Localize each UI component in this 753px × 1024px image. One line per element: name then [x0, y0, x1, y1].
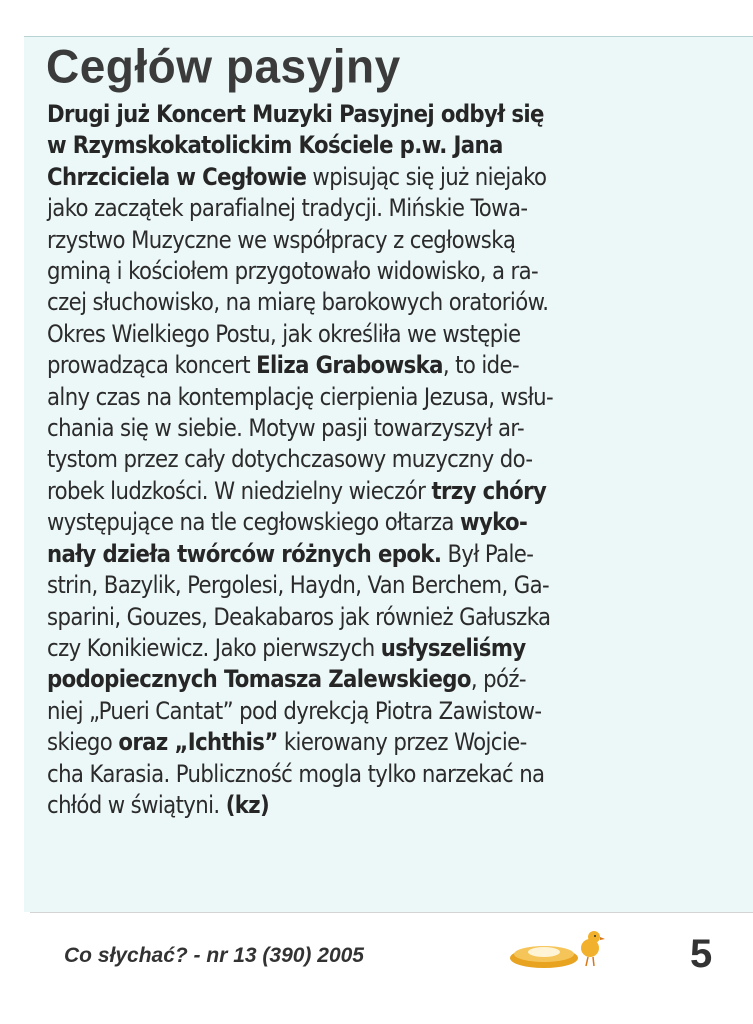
text-segment: alny czas na kontemplację cierpienia Jezusa, wsłu-: [47, 382, 554, 411]
text-line: [47, 570, 717, 601]
page-number: 5: [690, 932, 713, 976]
text-segment: czej słuchowisko, na miarę barokowych oratoriów.: [47, 288, 549, 317]
text-line: [47, 633, 717, 664]
bold-text-segment: wyko-: [459, 508, 528, 537]
text-line: [47, 350, 717, 381]
text-line: [47, 413, 717, 444]
text-segment: , póź-: [470, 665, 526, 694]
article-body: [47, 99, 717, 821]
footer-divider: [30, 912, 753, 913]
text-line: [47, 759, 717, 790]
bold-text-segment: trzy chóry: [431, 476, 547, 505]
bold-text-segment: Chrzciciela w Cegłowie: [47, 162, 307, 191]
text-segment: niej „Pueri Cantat” pod dyrekcją Piotra Zawistow-: [47, 696, 542, 725]
bold-text-segment: oraz „Ichthis”: [118, 728, 278, 757]
text-line: [47, 162, 717, 193]
text-line: [47, 225, 717, 256]
text-segment: chania się w siebie. Motyw pasji towarzyszył ar-: [47, 414, 525, 443]
text-segment: chłód w świątyni.: [47, 790, 226, 819]
article-title: Cegłów pasyjny: [46, 39, 401, 93]
text-line: [47, 444, 717, 475]
text-segment: sparini, Gouzes, Deakabaros jak również Gałuszka: [47, 602, 551, 631]
text-segment: wpisując się już niejako: [306, 162, 547, 191]
text-line: [47, 256, 717, 287]
text-line: [47, 99, 717, 130]
bold-text-segment: Eliza Grabowska: [256, 351, 443, 380]
text-line: [47, 727, 717, 758]
text-segment: występujące na tle cegłowskiego ołtarza: [47, 508, 460, 537]
text-segment: czy Konikiewicz. Jako pierwszych: [47, 633, 381, 662]
text-segment: rzystwo Muzyczne we współpracy z cegłowską: [47, 225, 516, 254]
text-line: [47, 130, 717, 161]
bold-text-segment: podopiecznych Tomasza Zalewskiego: [47, 665, 471, 694]
text-line: [47, 664, 717, 695]
text-segment: prowadząca koncert: [47, 351, 257, 380]
magazine-issue: Co słychać? - nr 13 (390) 2005: [64, 944, 364, 967]
article-box: [24, 36, 753, 912]
bold-text-segment: w Rzymskokatolickim Kościele p.w. Jana: [47, 131, 503, 160]
bold-text-segment: (kz): [225, 790, 270, 819]
text-segment: skiego: [47, 728, 119, 757]
text-segment: Okres Wielkiego Postu, jak określiła we wstępie: [47, 319, 521, 348]
text-segment: strin, Bazylik, Pergolesi, Haydn, Van Berchem, Ga-: [47, 571, 550, 600]
page-footer: [0, 912, 753, 1024]
text-segment: robek ludzkości. W niedzielny wieczór: [47, 476, 432, 505]
chick-on-nest-icon: [504, 922, 614, 972]
text-line: [47, 193, 717, 224]
bold-text-segment: usłyszeliśmy: [380, 633, 526, 662]
text-segment: cha Karasia. Publiczność mogla tylko narzekać na: [47, 759, 545, 788]
text-line: [47, 790, 717, 821]
text-segment: gminą i kościołem przygotowało widowisko, a ra-: [47, 257, 539, 286]
text-line: [47, 539, 717, 570]
bold-text-segment: nały dzieła twórców różnych epok.: [47, 539, 442, 568]
text-segment: , to ide-: [442, 351, 520, 380]
text-line: [47, 319, 717, 350]
text-segment: tystom przez cały dotychczasowy muzyczny do-: [47, 445, 533, 474]
text-line: [47, 476, 717, 507]
text-line: [47, 602, 717, 633]
text-line: [47, 287, 717, 318]
bold-text-segment: Drugi już Koncert Muzyki Pasyjnej odbył się: [47, 100, 544, 128]
text-line: [47, 696, 717, 727]
text-segment: jako zaczątek parafialnej tradycji. Mińskie Towa-: [47, 194, 528, 223]
text-line: [47, 382, 717, 413]
text-line: [47, 507, 717, 538]
text-segment: Był Pale-: [441, 539, 534, 568]
text-segment: kierowany przez Wojcie-: [277, 728, 527, 757]
